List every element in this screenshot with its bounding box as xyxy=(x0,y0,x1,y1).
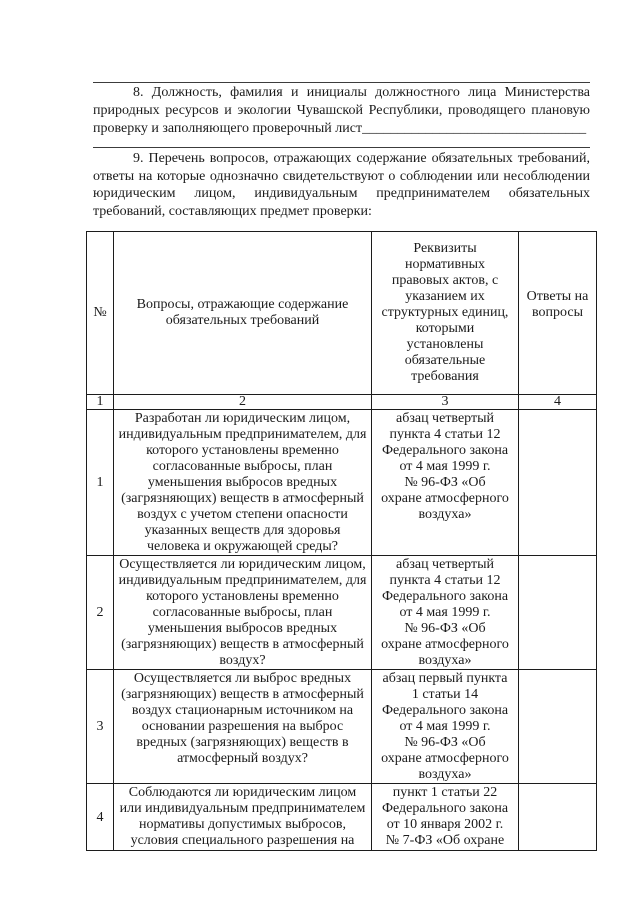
column-number-row xyxy=(87,395,597,410)
requisites-line: от 4 мая 1999 г. xyxy=(399,719,491,734)
section-8-line: 8. Должность, фамилия и инициалы должностного лица Министерства xyxy=(133,85,590,100)
header-line: Вопросы, отражающие содержание xyxy=(136,297,349,312)
requisites-line: воздуха» xyxy=(418,507,472,522)
question-line: вредных (загрязняющих) веществ в xyxy=(136,735,349,750)
requisites-line: от 10 января 2002 г. xyxy=(386,817,504,832)
requisites-line: от 4 мая 1999 г. xyxy=(399,605,491,620)
requisites-line: Федерального закона xyxy=(381,443,509,458)
section-8-fill-line xyxy=(93,147,590,148)
question-line: (загрязняющих) веществ в атмосферный xyxy=(121,637,364,652)
requisites-line: пункта 4 статьи 12 xyxy=(389,427,501,442)
question-line: уменьшения выбросов вредных xyxy=(147,475,338,490)
section-9-line: требований, составляющих предмет проверки: xyxy=(93,204,372,220)
question-line: Разработан ли юридическим лицом, xyxy=(134,411,351,426)
header-line: обязательные xyxy=(404,353,486,368)
fill-line-top xyxy=(93,82,590,83)
header-line: установлены xyxy=(406,337,484,352)
table-row xyxy=(87,556,597,670)
requisites-line: охране атмосферного xyxy=(381,637,509,652)
requirements-table xyxy=(86,231,597,851)
requisites-cell xyxy=(372,670,519,784)
question-line: (загрязняющих) веществ в атмосферный xyxy=(121,687,364,702)
answer-cell xyxy=(519,784,597,851)
answer-cell xyxy=(519,410,597,556)
requisites-line: Федерального закона xyxy=(381,801,509,816)
column-number: 2 xyxy=(114,395,372,410)
section-8-paragraph xyxy=(93,84,590,138)
row-number: 1 xyxy=(87,410,114,556)
section-8-line: природных ресурсов и экологии Чувашской Республики, проводящего плановую xyxy=(93,103,590,118)
header-line: Реквизиты xyxy=(413,241,477,256)
question-line: атмосферный воздух? xyxy=(177,751,308,766)
table-row xyxy=(87,410,597,556)
table-row xyxy=(87,784,597,851)
requisites-line: Федерального закона xyxy=(381,703,509,718)
requisites-line: 1 статьи 14 xyxy=(411,687,479,702)
header-line: нормативных xyxy=(404,257,485,272)
header-line: которыми xyxy=(415,321,475,336)
header-line: вопросы xyxy=(532,304,583,320)
requisites-cell xyxy=(372,410,519,556)
question-line: которого установлены временно xyxy=(146,589,339,604)
question-line: основании разрешения на выброс xyxy=(141,719,344,734)
requisites-line: воздуха» xyxy=(418,653,472,668)
question-line: согласованные выбросы, план xyxy=(152,605,333,620)
requisites-line: № 96-ФЗ «Об xyxy=(404,735,486,750)
header-line: указанием их xyxy=(405,289,485,304)
requisites-line: абзац четвертый xyxy=(395,411,495,426)
column-number: 4 xyxy=(519,395,597,410)
requisites-line: пункт 1 статьи 22 xyxy=(392,785,498,800)
column-number: 3 xyxy=(372,395,519,410)
requisites-line: воздуха» xyxy=(418,767,472,782)
header-number: № xyxy=(87,232,114,395)
requisites-line: Федерального закона xyxy=(381,589,509,604)
requisites-cell xyxy=(372,784,519,851)
column-number: 1 xyxy=(87,395,114,410)
requisites-line: № 96-ФЗ «Об xyxy=(404,621,486,636)
row-number: 2 xyxy=(87,556,114,670)
question-cell xyxy=(114,556,372,670)
question-line: условия специального разрешения на xyxy=(130,833,355,848)
requisites-line: от 4 мая 1999 г. xyxy=(399,459,491,474)
question-line: указанных веществ для здоровья xyxy=(144,523,341,538)
question-line: индивидуальным предпринимателем, для xyxy=(118,427,367,442)
question-line: Соблюдаются ли юридическим лицом xyxy=(128,785,357,800)
header-line: правовых актов, с xyxy=(391,273,499,288)
header-requisites xyxy=(372,232,519,395)
requisites-line: абзац четвертый xyxy=(395,557,495,572)
header-line: Ответы на xyxy=(526,288,589,304)
requisites-line: № 96-ФЗ «Об xyxy=(404,475,486,490)
section-9-line: 9. Перечень вопросов, отражающих содержание обязательных требований, xyxy=(133,151,590,166)
table-header-row xyxy=(87,232,597,395)
requisites-cell xyxy=(372,556,519,670)
row-number: 3 xyxy=(87,670,114,784)
question-line: или индивидуальным предпринимателем xyxy=(119,801,366,816)
section-8-line: проверку и заполняющего проверочный лист________________________________ xyxy=(93,121,587,136)
header-question xyxy=(114,232,372,395)
section-9-line: юридическим лицом, индивидуальным предпринимателем обязательных xyxy=(93,186,590,202)
section-9-paragraph xyxy=(93,150,590,221)
question-line: (загрязняющих) веществ в атмосферный xyxy=(121,491,364,506)
question-line: нормативы допустимых выбросов, xyxy=(138,817,347,832)
question-line: согласованные выбросы, план xyxy=(152,459,333,474)
row-number: 4 xyxy=(87,784,114,851)
header-line: структурных единиц, xyxy=(381,305,509,320)
answer-cell xyxy=(519,670,597,784)
requisites-line: № 7-ФЗ «Об охране xyxy=(385,833,505,848)
question-line: Осуществляется ли выброс вредных xyxy=(133,671,352,686)
table-row xyxy=(87,670,597,784)
question-cell xyxy=(114,670,372,784)
question-cell xyxy=(114,410,372,556)
question-line: воздух стационарным источником на xyxy=(131,703,354,718)
header-line: обязательных требований xyxy=(165,313,320,328)
requisites-line: пункта 4 статьи 12 xyxy=(389,573,501,588)
requisites-line: охране атмосферного xyxy=(381,491,509,506)
question-line: которого установлены временно xyxy=(146,443,339,458)
question-line: воздух? xyxy=(219,653,266,668)
question-line: воздух с учетом степени опасности xyxy=(137,507,348,522)
section-9-line: ответы на которые однозначно свидетельствуют о соблюдении или несоблюдении xyxy=(93,168,590,184)
requisites-line: охране атмосферного xyxy=(381,751,509,766)
answer-cell xyxy=(519,556,597,670)
requisites-line: абзац первый пункта xyxy=(382,671,508,686)
question-line: человека и окружающей среды? xyxy=(146,539,339,554)
question-line: уменьшения выбросов вредных xyxy=(147,621,338,636)
question-cell xyxy=(114,784,372,851)
question-line: индивидуальным предпринимателем, для xyxy=(118,573,367,588)
question-line: Осуществляется ли юридическим лицом, xyxy=(119,557,366,572)
header-line: требования xyxy=(411,369,479,384)
header-answer xyxy=(519,232,597,395)
